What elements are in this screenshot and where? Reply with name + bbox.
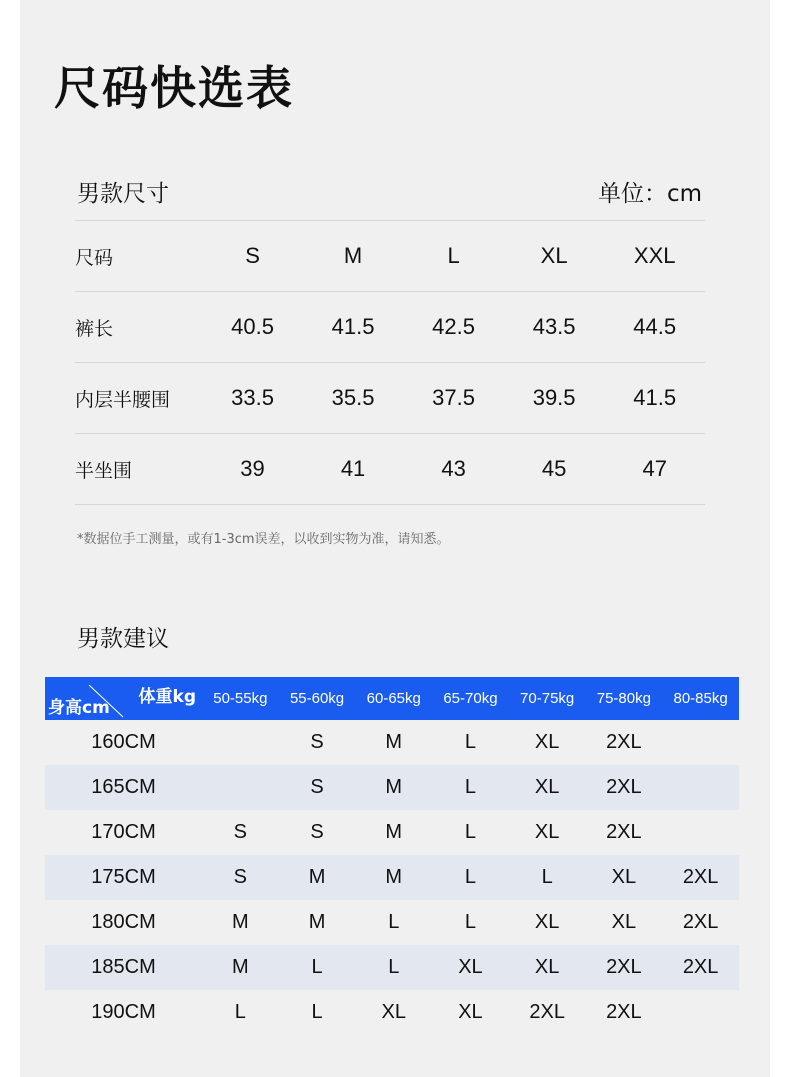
- measurement-note: *数据位手工测量，或有1-3cm误差，以收到实物为准，请知悉。: [77, 532, 450, 547]
- size-cell: [202, 720, 279, 765]
- size-cell: XL: [509, 765, 586, 810]
- measure-cell: 39.5: [504, 363, 605, 434]
- recommend-row: [45, 765, 739, 810]
- size-cell: [662, 765, 739, 810]
- size-cell: L: [355, 945, 432, 990]
- size-cell: L: [311, 1001, 323, 1023]
- size-cell: M: [385, 821, 403, 843]
- row-label: 半坐围: [75, 434, 202, 505]
- measure-cell: 43: [403, 434, 504, 505]
- measure-cell: 41: [303, 434, 404, 505]
- size-table: [75, 220, 705, 505]
- size-cell: XL: [534, 731, 560, 753]
- corner-weight-label: 体重kg: [138, 687, 196, 707]
- recommend-row: [45, 900, 739, 945]
- size-header-label: 尺码: [75, 221, 202, 292]
- weight-header: 80-85kg: [662, 677, 739, 720]
- weight-header: 60-65kg: [355, 677, 432, 720]
- height-cell: 165CM: [45, 765, 202, 810]
- size-cell: 2XL: [529, 1001, 565, 1023]
- weight-header: 50-55kg: [202, 677, 279, 720]
- size-cell: L: [464, 911, 477, 933]
- recommend-body: [45, 720, 739, 1035]
- size-cell: M: [202, 945, 279, 990]
- measure-cell: 39: [202, 434, 303, 505]
- size-header-cell: XL: [504, 221, 605, 292]
- size-row-inner-waist: [75, 363, 705, 434]
- height-cell: 190CM: [91, 1001, 156, 1023]
- size-cell: XL: [432, 945, 509, 990]
- page-title: 尺码快选表: [54, 61, 294, 115]
- height-cell: 180CM: [91, 911, 156, 933]
- recommend-row: [45, 810, 739, 855]
- size-cell: 2XL: [606, 821, 642, 843]
- height-cell: 185CM: [45, 945, 202, 990]
- size-cell: S: [310, 821, 324, 843]
- size-cell: 2XL: [682, 911, 719, 933]
- size-cell: L: [432, 765, 509, 810]
- size-cell: XL: [458, 1001, 483, 1023]
- size-cell: 2XL: [586, 945, 663, 990]
- measure-cell: 47: [604, 434, 705, 505]
- recommend-row: [45, 945, 739, 990]
- size-row-pants-length: [75, 292, 705, 363]
- size-cell: [662, 720, 739, 765]
- size-cell: S: [279, 765, 356, 810]
- weight-header: 75-80kg: [586, 677, 663, 720]
- size-cell: [662, 990, 739, 1035]
- size-cell: L: [388, 911, 400, 933]
- row-label: 裤长: [75, 292, 202, 363]
- size-section-title: 男款尺寸: [77, 181, 169, 207]
- size-cell: 2XL: [606, 1001, 642, 1023]
- size-cell: XL: [611, 911, 637, 933]
- height-cell: 175CM: [45, 855, 202, 900]
- height-cell: 170CM: [91, 821, 156, 843]
- measure-cell: 44.5: [604, 292, 705, 363]
- size-cell: L: [464, 821, 477, 843]
- recommend-section-title: 男款建议: [77, 626, 169, 652]
- size-cell: M: [385, 731, 403, 753]
- size-header-cell: XXL: [604, 221, 705, 292]
- measure-cell: 41.5: [303, 292, 404, 363]
- size-cell: XL: [381, 1001, 406, 1023]
- weight-header: 55-60kg: [279, 677, 356, 720]
- recommend-row: [45, 855, 739, 900]
- size-cell: [662, 810, 739, 855]
- size-cell: 2XL: [662, 855, 739, 900]
- size-cell: [202, 765, 279, 810]
- unit-label: 单位：cm: [597, 181, 702, 207]
- size-cell: XL: [586, 855, 663, 900]
- recommend-row: [45, 990, 739, 1035]
- size-cell: L: [509, 855, 586, 900]
- measure-cell: 45: [504, 434, 605, 505]
- corner-height-label: 身高cm: [48, 698, 110, 718]
- size-cell: XL: [534, 911, 560, 933]
- measure-cell: 43.5: [504, 292, 605, 363]
- size-header-row: [75, 221, 705, 292]
- size-cell: M: [279, 855, 356, 900]
- measure-cell: 41.5: [604, 363, 705, 434]
- weight-header: 70-75kg: [509, 677, 586, 720]
- recommend-row: [45, 720, 739, 765]
- size-cell: S: [233, 821, 248, 843]
- size-cell: L: [432, 855, 509, 900]
- height-cell: 160CM: [91, 731, 156, 753]
- size-cell: S: [202, 855, 279, 900]
- size-header-cell: M: [303, 221, 404, 292]
- corner-header: [45, 677, 202, 720]
- size-header-cell: S: [202, 221, 303, 292]
- recommend-header-row: [45, 677, 739, 720]
- size-header-cell: L: [403, 221, 504, 292]
- measure-cell: 40.5: [202, 292, 303, 363]
- size-cell: 2XL: [662, 945, 739, 990]
- size-cell: XL: [509, 945, 586, 990]
- size-cell: M: [355, 765, 432, 810]
- size-cell: S: [310, 731, 324, 753]
- measure-cell: 42.5: [403, 292, 504, 363]
- row-label: 内层半腰围: [75, 363, 202, 434]
- size-row-hip: [75, 434, 705, 505]
- size-cell: M: [355, 855, 432, 900]
- size-cell: M: [232, 911, 249, 933]
- size-cell: XL: [534, 821, 560, 843]
- measure-cell: 35.5: [303, 363, 404, 434]
- measure-cell: 37.5: [403, 363, 504, 434]
- size-cell: L: [464, 731, 477, 753]
- recommend-table: [45, 677, 739, 1035]
- measure-cell: 33.5: [202, 363, 303, 434]
- weight-header: 65-70kg: [432, 677, 509, 720]
- size-cell: 2XL: [586, 765, 663, 810]
- size-cell: 2XL: [606, 731, 642, 753]
- size-cell: L: [279, 945, 356, 990]
- size-cell: L: [234, 1001, 246, 1023]
- size-cell: M: [308, 911, 326, 933]
